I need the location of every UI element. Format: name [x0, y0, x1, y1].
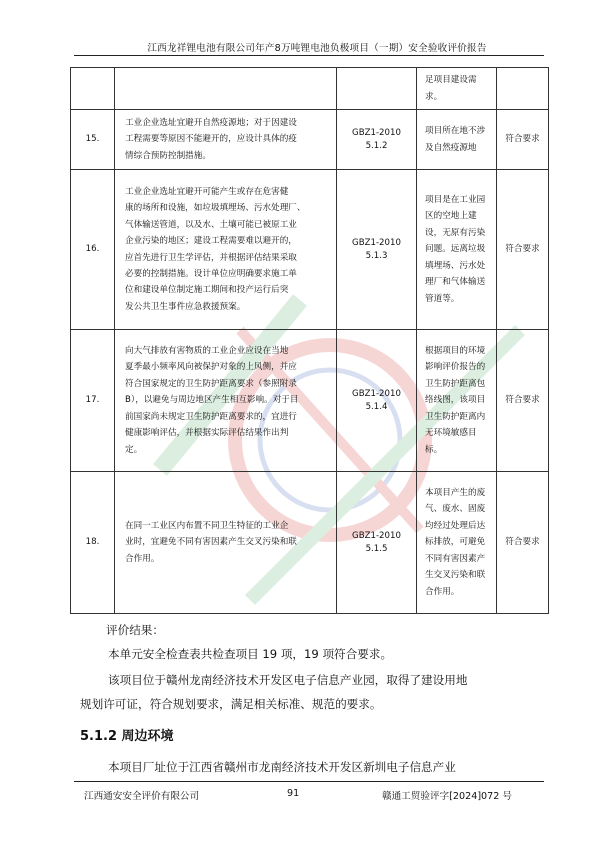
actual-situation: 本项目产生的废 气、废水、固废 均经过处理后达 标排放，可避免 不同有害因素产 生交叉污染和联 合作用。: [417, 472, 497, 614]
table-row: [71, 170, 549, 330]
cell-result: [497, 68, 549, 110]
check-content: 工业企业选址宜避开自然疫源地；对于因建设 工程需要等原因不能避开的，应设计具体的疫 情综合预防控制措施。: [115, 110, 337, 170]
check-result: 符合要求: [497, 110, 549, 170]
footer-company: 江西通安安全评价有限公司: [84, 791, 200, 802]
conclusion-paragraph-line2: 规划许可证，符合规划要求，满足相关标准、规范的要求。: [80, 697, 382, 711]
header-divider: [74, 55, 544, 56]
check-result: 符合要求: [497, 330, 549, 472]
footer-divider: [74, 781, 544, 782]
page-number: 91: [287, 788, 300, 799]
row-number: 15.: [71, 110, 115, 170]
table-row-continuation: [71, 68, 549, 110]
cell-actual: 足项目建设需 求。: [417, 68, 497, 110]
row-number: 18.: [71, 472, 115, 614]
footer-report-number: 赣通工贸验评字[2024]072 号: [382, 791, 513, 802]
section-paragraph: 本项目厂址位于江西省赣州市龙南经济技术开发区新圳电子信息产业: [108, 760, 456, 774]
actual-situation: 根据项目的环境 影响评价报告的 卫生防护距离包 络线图，该项目 卫生防护距离内 无环境敏感目 标。: [417, 330, 497, 472]
actual-situation: 项目所在地不涉 及自然疫源地: [417, 110, 497, 170]
eval-result-label: 评价结果：: [106, 623, 164, 637]
cell-standard: [337, 68, 417, 110]
check-content: 向大气排放有害物质的工业企业应设在当地 夏季最小频率风向被保护对象的上风侧，并应 符合国家规定的卫生防护距离要求（参照附录 B），以避免与周边地区产生相互影响。对于目 前国家尚未规定卫生防护距离要求的，宜进行 健康影响评估，并根据实际评估结果作出判 定。: [115, 330, 337, 472]
table-row: [71, 110, 549, 170]
actual-situation: 项目是在工业园 区的空地上建 设，无原有污染 问题。远离垃圾 填埋场、污水处 理厂和气体输送 管道等。: [417, 170, 497, 330]
standard-reference: GBZ1-2010 5.1.3: [337, 170, 417, 330]
check-content: 工业企业选址宜避开可能产生或存在危害健 康的场所和设施，如垃圾填埋场、污水处理厂、 气体输送管道，以及水、土壤可能已被原工业 企业污染的地区；建设工程需要难以避开的， 应首先进行卫生学评估，并根据评估结果采取 必要的控制措施。设计单位应明确要求施工单 位和建设单位制定施工期间和投产运行后突 发公共卫生事件应急救援预案。: [115, 170, 337, 330]
summary-paragraph: 本单元安全检查表共检查项目 19 项，19 项符合要求。: [108, 647, 393, 661]
standard-reference: GBZ1-2010 5.1.4: [337, 330, 417, 472]
standard-reference: GBZ1-2010 5.1.5: [337, 472, 417, 614]
check-content: 在同一工业区内布置不同卫生特征的工业企 业时，宜避免不同有害因素产生交叉污染和联 合作用。: [115, 472, 337, 614]
safety-checklist-table: [70, 67, 549, 614]
page-header: 江西龙祥锂电池有限公司年产8万吨锂电池负极项目（一期）安全验收评价报告: [147, 43, 487, 54]
check-result: 符合要求: [497, 472, 549, 614]
check-result: 符合要求: [497, 170, 549, 330]
section-heading: 5.1.2 周边环境: [80, 729, 174, 744]
row-number: 17.: [71, 330, 115, 472]
table-row: [71, 330, 549, 472]
table-row: [71, 472, 549, 614]
cell-content: [115, 68, 337, 110]
cell-num: [71, 68, 115, 110]
conclusion-paragraph-line1: 该项目位于赣州龙南经济技术开发区电子信息产业园，取得了建设用地: [108, 673, 468, 687]
standard-reference: GBZ1-2010 5.1.2: [337, 110, 417, 170]
row-number: 16.: [71, 170, 115, 330]
